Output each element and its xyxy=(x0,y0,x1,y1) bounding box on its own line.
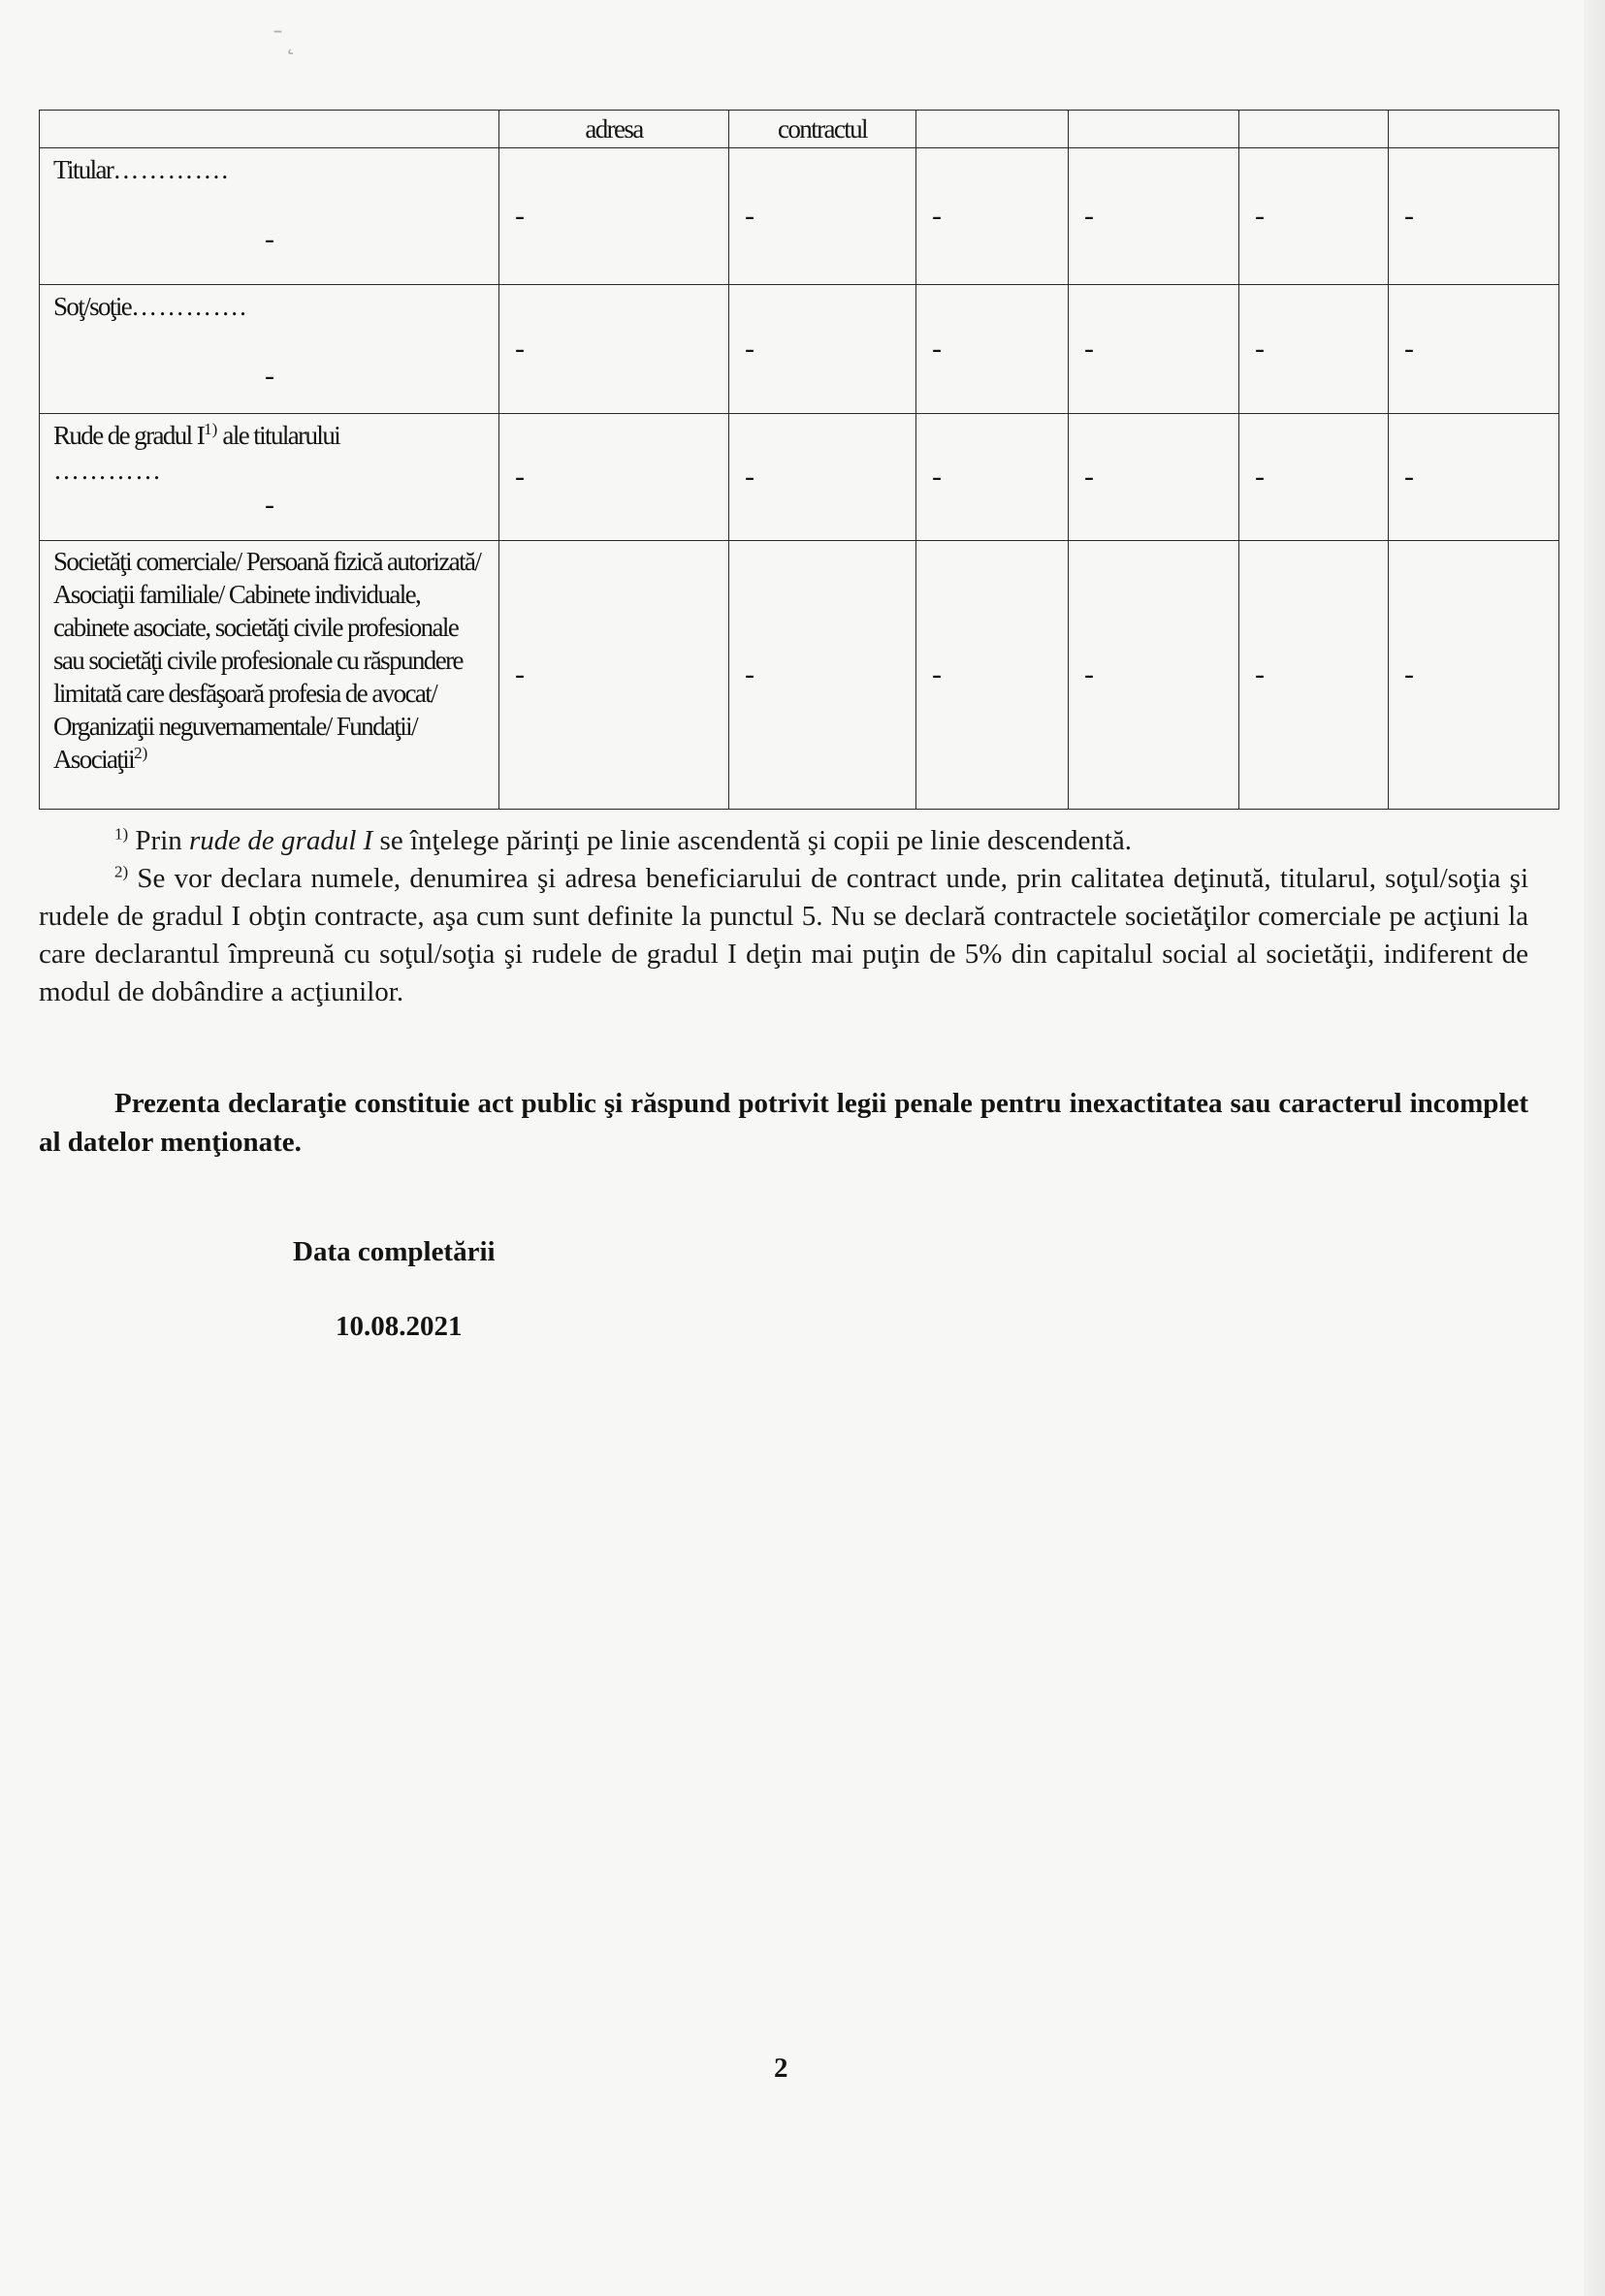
table-row-rude xyxy=(40,414,1559,541)
row-sub-dash: - xyxy=(265,489,273,521)
header-cell xyxy=(916,111,1069,148)
table-header-row xyxy=(40,111,1559,148)
table-cell: - xyxy=(729,414,916,541)
footnote-1 xyxy=(39,822,1528,860)
page-edge xyxy=(1584,0,1605,2296)
row-label-dots: …………. xyxy=(131,292,247,321)
table-cell: - xyxy=(1239,414,1389,541)
table-cell: - xyxy=(729,541,916,810)
footnote-text: se înţelege părinţi pe linie ascendentă şi copii pe linie descendentă. xyxy=(372,825,1132,856)
scan-mark: ˉ˛ xyxy=(272,27,297,56)
row-label-cell xyxy=(40,148,499,285)
table-cell: - xyxy=(1069,148,1239,285)
table-row-titular xyxy=(40,148,1559,285)
header-cell xyxy=(1389,111,1559,148)
header-cell-adresa: adresa xyxy=(499,111,729,148)
table-cell: - xyxy=(729,285,916,414)
page-number: 2 xyxy=(774,2053,788,2084)
table-cell: - xyxy=(1389,285,1559,414)
header-cell xyxy=(1239,111,1389,148)
footnote-mark: 1) xyxy=(114,824,129,844)
table-cell: - xyxy=(916,148,1069,285)
completion-date-label: Data completării xyxy=(293,1236,496,1267)
table-cell: - xyxy=(1069,541,1239,810)
public-act-statement: Prezenta declaraţie constituie act public şi răspund potrivit legii penale pentru inexactitatea sau caracterul incomplet al datelor menţionate. xyxy=(39,1088,1528,1158)
row-label: Titular xyxy=(53,155,113,184)
footnote-mark: 2) xyxy=(114,862,129,881)
table-cell: - xyxy=(499,414,729,541)
table-cell: - xyxy=(1389,541,1559,810)
footnote-ref: 2) xyxy=(134,744,148,762)
table-cell: - xyxy=(916,414,1069,541)
table-cell: - xyxy=(499,541,729,810)
row-label-suffix: ale titularului xyxy=(217,421,340,450)
row-label-dots: ………… xyxy=(53,456,162,485)
table-cell: - xyxy=(1239,285,1389,414)
table-cell: - xyxy=(1239,148,1389,285)
table-cell: - xyxy=(499,285,729,414)
table-cell: - xyxy=(1069,285,1239,414)
table-cell: - xyxy=(1389,148,1559,285)
table-cell: - xyxy=(499,148,729,285)
table-row-societati xyxy=(40,541,1559,810)
header-cell xyxy=(40,111,499,148)
footnote-text: Prin xyxy=(128,825,190,856)
row-label-cell xyxy=(40,285,499,414)
footnote-ref: 1) xyxy=(204,420,218,438)
row-label: Rude de gradul I xyxy=(53,421,205,450)
row-label-dots: …………. xyxy=(112,155,230,184)
contracts-table xyxy=(39,110,1559,810)
table-cell: - xyxy=(916,541,1069,810)
row-label: Societăţi comerciale/ Persoană fizică autorizată/ Asociaţii familiale/ Cabinete individuale, cabinete asociate, societăţi civile profesionale sau societăţi civile profesionale cu răspundere limitată care desfăşoară profesia de avocat/ Organizaţii neguvernamentale/ Fundaţii/ Asociaţii xyxy=(53,547,481,774)
row-sub-dash: - xyxy=(265,360,273,392)
completion-date-value: 10.08.2021 xyxy=(336,1311,463,1342)
footnote-text: Se vor declara numele, denumirea şi adresa beneficiarului de contract unde, prin calitatea deţinută, titularul, soţul/soţia şi rudele de gradul I obţin contracte, aşa cum sunt definite la punctul 5. Nu se declară contractele societăţilor comerciale pe acţiuni la care declarantul împreună cu soţul/soţia şi rudele de gradul I deţin mai puţin de 5% din capitalul social al societăţii, indiferent de modul de dobândire a acţiunilor. xyxy=(39,863,1528,1007)
table-cell: - xyxy=(729,148,916,285)
row-label: Soţ/soţie xyxy=(53,292,132,321)
header-cell-contractul: contractul xyxy=(729,111,916,148)
table-cell: - xyxy=(916,285,1069,414)
footnote-2 xyxy=(39,860,1528,1011)
table-cell: - xyxy=(1239,541,1389,810)
row-sub-dash: - xyxy=(265,223,273,255)
row-label-cell xyxy=(40,414,499,541)
footnotes xyxy=(39,822,1528,1011)
footnote-italic: rude de gradul I xyxy=(189,825,373,856)
table-cell: - xyxy=(1069,414,1239,541)
row-label-cell xyxy=(40,541,499,810)
table-row-sot-sotie xyxy=(40,285,1559,414)
header-cell xyxy=(1069,111,1239,148)
table-cell: - xyxy=(1389,414,1559,541)
